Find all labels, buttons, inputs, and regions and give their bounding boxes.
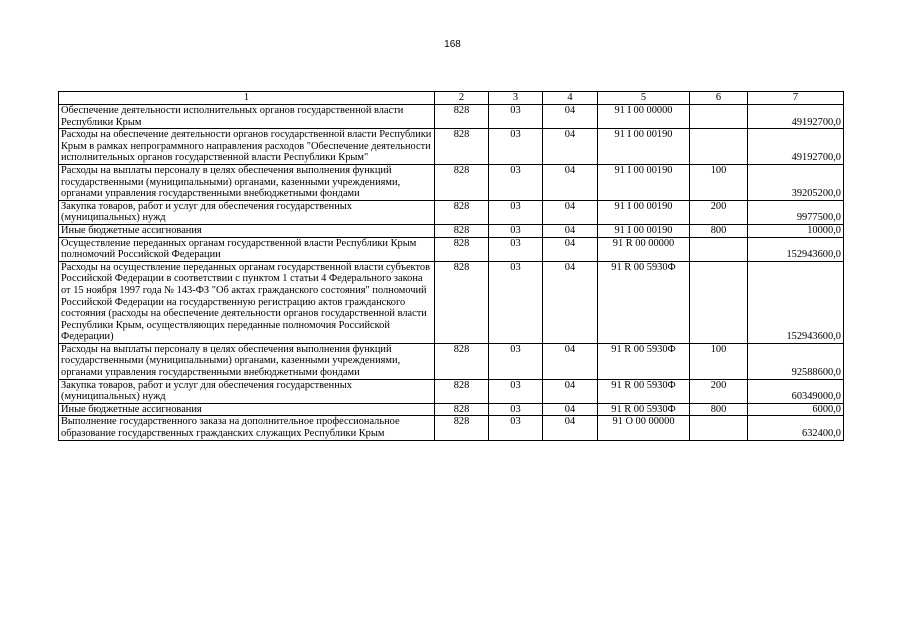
- cell-ministry: 828: [435, 129, 489, 165]
- cell-amount: 632400,0: [748, 416, 844, 440]
- cell-amount: 39205200,0: [748, 164, 844, 200]
- table-row: [59, 343, 844, 379]
- cell-expense-type: 100: [690, 343, 748, 379]
- cell-subsection: 04: [543, 105, 598, 129]
- cell-subsection: 04: [543, 261, 598, 343]
- cell-name: Закупка товаров, работ и услуг для обеспечения государственных (муниципальных) нужд: [59, 379, 435, 403]
- cell-target-article: 91 I 00 00190: [598, 164, 690, 200]
- cell-section: 03: [489, 343, 543, 379]
- cell-ministry: 828: [435, 224, 489, 237]
- cell-target-article: 91 R 00 5930Ф: [598, 343, 690, 379]
- cell-subsection: 04: [543, 379, 598, 403]
- col-header-3: 3: [489, 92, 543, 105]
- cell-section: 03: [489, 237, 543, 261]
- cell-ministry: 828: [435, 403, 489, 416]
- cell-ministry: 828: [435, 416, 489, 440]
- cell-amount: 10000,0: [748, 224, 844, 237]
- cell-subsection: 04: [543, 416, 598, 440]
- budget-table: [58, 91, 844, 441]
- cell-target-article: 91 R 00 5930Ф: [598, 403, 690, 416]
- cell-expense-type: [690, 416, 748, 440]
- cell-ministry: 828: [435, 164, 489, 200]
- page-number: 168: [444, 39, 461, 50]
- col-header-6: 6: [690, 92, 748, 105]
- cell-expense-type: 200: [690, 200, 748, 224]
- cell-section: 03: [489, 200, 543, 224]
- cell-expense-type: 200: [690, 379, 748, 403]
- cell-target-article: 91 I 00 00000: [598, 105, 690, 129]
- cell-section: 03: [489, 416, 543, 440]
- cell-ministry: 828: [435, 200, 489, 224]
- cell-expense-type: 800: [690, 224, 748, 237]
- cell-section: 03: [489, 403, 543, 416]
- cell-subsection: 04: [543, 343, 598, 379]
- cell-section: 03: [489, 164, 543, 200]
- cell-amount: 60349000,0: [748, 379, 844, 403]
- cell-name: Иные бюджетные ассигнования: [59, 224, 435, 237]
- cell-name: Обеспечение деятельности исполнительных органов государственной власти Республики Крым: [59, 105, 435, 129]
- table-row: [59, 261, 844, 343]
- cell-target-article: 91 R 00 5930Ф: [598, 261, 690, 343]
- table-row: [59, 129, 844, 165]
- cell-section: 03: [489, 261, 543, 343]
- cell-ministry: 828: [435, 261, 489, 343]
- cell-name: Расходы на выплаты персоналу в целях обеспечения выполнения функций государственными (муниципальными) органами, казенными учреждениями, органами управления государственными внебюджетными фондами: [59, 164, 435, 200]
- table-row: [59, 416, 844, 440]
- cell-target-article: 91 I 00 00190: [598, 129, 690, 165]
- cell-amount: 49192700,0: [748, 105, 844, 129]
- cell-amount: 49192700,0: [748, 129, 844, 165]
- cell-target-article: 91 R 00 5930Ф: [598, 379, 690, 403]
- cell-name: Иные бюджетные ассигнования: [59, 403, 435, 416]
- cell-amount: 9977500,0: [748, 200, 844, 224]
- cell-name: Расходы на осуществление переданных органам государственной власти субъектов Российской Федерации в соответствии с пунктом 1 статьи 4 Федерального закона от 15 ноября 1997 года № 143-ФЗ "Об актах гражданского состояния" полномочий Российской Федерации на государственную регистрацию актов гражданского состояния (расходы на обеспечение деятельности органов государственной власти Республики Крым, осуществляющих переданные полномочия Российской Федерации): [59, 261, 435, 343]
- cell-name: Расходы на выплаты персоналу в целях обеспечения выполнения функций государственными (муниципальными) органами, казенными учреждениями, органами управления государственными внебюджетными фондами: [59, 343, 435, 379]
- cell-target-article: 91 О 00 00000: [598, 416, 690, 440]
- cell-expense-type: [690, 129, 748, 165]
- cell-ministry: 828: [435, 237, 489, 261]
- cell-target-article: 91 R 00 00000: [598, 237, 690, 261]
- cell-expense-type: 800: [690, 403, 748, 416]
- cell-subsection: 04: [543, 403, 598, 416]
- cell-expense-type: 100: [690, 164, 748, 200]
- cell-section: 03: [489, 379, 543, 403]
- table-header-row: [59, 92, 844, 105]
- cell-expense-type: [690, 105, 748, 129]
- col-header-2: 2: [435, 92, 489, 105]
- col-header-7: 7: [748, 92, 844, 105]
- table-row: [59, 237, 844, 261]
- cell-subsection: 04: [543, 164, 598, 200]
- cell-name: Расходы на обеспечение деятельности органов государственной власти Республики Крым в рамках непрограммного направления расходов "Обеспечение деятельности исполнительных органов государственной власти Республики Крым": [59, 129, 435, 165]
- cell-ministry: 828: [435, 343, 489, 379]
- col-header-4: 4: [543, 92, 598, 105]
- cell-name: Осуществление переданных органам государственной власти Республики Крым полномочий Российской Федерации: [59, 237, 435, 261]
- cell-ministry: 828: [435, 379, 489, 403]
- cell-target-article: 91 I 00 00190: [598, 200, 690, 224]
- table-row: [59, 224, 844, 237]
- cell-subsection: 04: [543, 200, 598, 224]
- cell-name: Выполнение государственного заказа на дополнительное профессиональное образование государственных гражданских служащих Республики Крым: [59, 416, 435, 440]
- cell-section: 03: [489, 129, 543, 165]
- cell-amount: 152943600,0: [748, 261, 844, 343]
- cell-amount: 6000,0: [748, 403, 844, 416]
- cell-amount: 92588600,0: [748, 343, 844, 379]
- cell-expense-type: [690, 237, 748, 261]
- cell-name: Закупка товаров, работ и услуг для обеспечения государственных (муниципальных) нужд: [59, 200, 435, 224]
- col-header-5: 5: [598, 92, 690, 105]
- table-row: [59, 379, 844, 403]
- cell-subsection: 04: [543, 224, 598, 237]
- table-row: [59, 200, 844, 224]
- cell-target-article: 91 I 00 00190: [598, 224, 690, 237]
- cell-subsection: 04: [543, 237, 598, 261]
- table-row: [59, 105, 844, 129]
- table-row: [59, 164, 844, 200]
- cell-subsection: 04: [543, 129, 598, 165]
- col-header-1: 1: [59, 92, 435, 105]
- cell-amount: 152943600,0: [748, 237, 844, 261]
- cell-section: 03: [489, 224, 543, 237]
- cell-ministry: 828: [435, 105, 489, 129]
- cell-expense-type: [690, 261, 748, 343]
- table-row: [59, 403, 844, 416]
- cell-section: 03: [489, 105, 543, 129]
